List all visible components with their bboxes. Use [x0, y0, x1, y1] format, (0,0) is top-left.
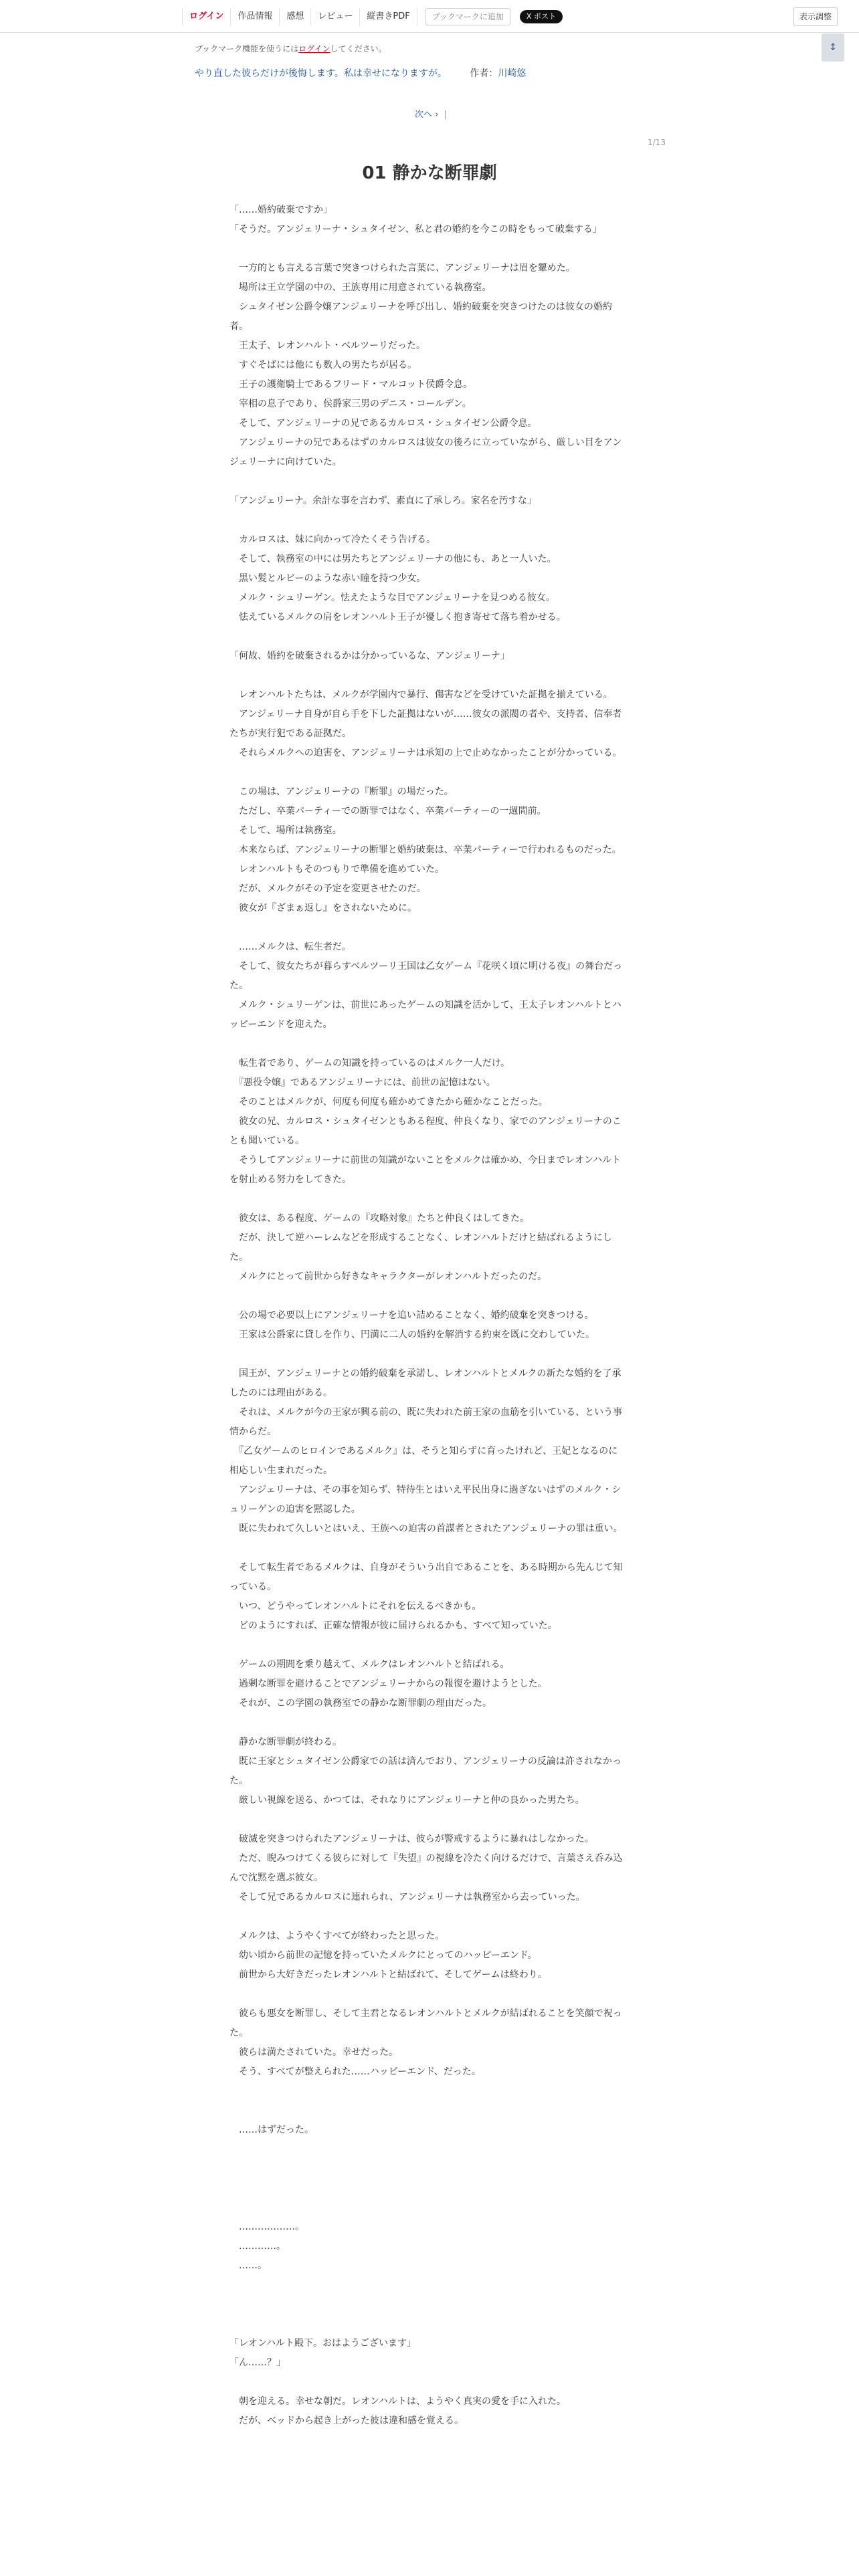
paragraph: ……。 [229, 2260, 267, 2271]
paragraph: 既に失われて久しいとはいえ、王族への迫害の首謀者とされたアンジェリーナの罪は重い。 [229, 1523, 623, 1534]
paragraph: 『悪役令嬢』であるアンジェリーナには、前世の記憶はない。 [229, 1077, 496, 1088]
paragraph: そして、アンジェリーナの兄であるカルロス・シュタイゼン公爵令息。 [229, 418, 537, 429]
paragraph: そして、彼女たちが暮らすベルツーリ王国は乙女ゲーム『花咲く頃に明ける夜』の舞台だった。 [229, 961, 623, 991]
paragraph: 宰相の息子であり、侯爵家三男のデニス・コールデン。 [229, 399, 472, 409]
blank-line [229, 763, 624, 782]
paragraph: そうしてアンジェリーナに前世の知識がないことをメルクは確かめ、今日までレオンハルトを射止める努力をしてきた。 [229, 1155, 621, 1185]
blank-line [229, 2140, 624, 2159]
paragraph: 「アンジェリーナ。余計な事を言わず、素直に了承しろ。家名を汚すな」 [229, 496, 537, 506]
paragraph: 幼い頃から前世の記憶を持っていたメルクにとってのハッピーエンド。 [229, 1950, 537, 1961]
paragraph: そして転生者であるメルクは、自身がそういう出自であることを、ある時期から先んじて知っている。 [229, 1562, 623, 1592]
paragraph: いつ、どうやってレオンハルトにそれを伝えるべきかも。 [229, 1601, 482, 1612]
paragraph: 「何故、婚約を破棄されるかは分かっているな、アンジェリーナ」 [229, 651, 510, 661]
add-bookmark-button[interactable]: ブックマークに追加 [425, 8, 510, 25]
paragraph: ……メルクは、転生者だ。 [229, 942, 351, 952]
paragraph: そして、執務室の中には男たちとアンジェリーナの他にも、あと一人いた。 [229, 554, 557, 564]
paragraph: メルク・シュリーゲン。怯えたような目でアンジェリーナを見つめる彼女。 [229, 593, 555, 603]
paragraph: すぐそばには他にも数人の男たちが居る。 [229, 360, 417, 370]
paragraph: 厳しい視線を送る、かつては、それなりにアンジェリーナと仲の良かった男たち。 [229, 1795, 585, 1806]
notice-suffix: してください。 [330, 44, 387, 53]
display-settings-button[interactable]: 表示調整 [793, 7, 838, 26]
author-link[interactable]: 川崎悠 [498, 68, 527, 79]
paragraph: アンジェリーナ自身が自ら手を下した証拠はないが……彼女の派閥の者や、支持者、信奉者たちが実行犯である証拠だ。 [229, 709, 622, 739]
blank-line [229, 239, 624, 259]
paragraph: 公の場で必要以上にアンジェリーナを追い詰めることなく、婚約破棄を突きつける。 [229, 1310, 594, 1321]
blank-line [229, 2159, 624, 2179]
nav-review[interactable]: レビュー [311, 8, 360, 25]
paragraph: メルクにとって前世から好きなキャラクターがレオンハルトだったのだ。 [229, 1271, 547, 1282]
scroll-toggle-button[interactable] [822, 33, 844, 62]
paragraph: …………。 [229, 2241, 286, 2252]
paragraph: 場所は王立学園の中の、王族専用に用意されている執務室。 [229, 282, 492, 293]
paragraph: 彼女は、ある程度、ゲームの『攻略対象』たちと仲良くはしてきた。 [229, 1213, 529, 1224]
novel-body [229, 201, 624, 2431]
page-counter: 1/13 [648, 138, 666, 147]
blank-line [229, 1345, 624, 1364]
blank-line [229, 1190, 624, 1209]
blank-line [229, 1907, 624, 1927]
x-post-button[interactable]: X ポスト [520, 10, 563, 23]
paragraph: 国王が、アンジェリーナとの婚約破棄を承諾し、レオンハルトとメルクの新たな婚約を了承したのには理由がある。 [229, 1368, 622, 1398]
blank-line [229, 1810, 624, 1830]
work-title-link[interactable]: やり直した彼らだけが後悔します。私は幸せになりますが。 [195, 68, 447, 79]
paragraph: 本来ならば、アンジェリーナの断罪と婚約破棄は、卒業パーティーで行われるものだった。 [229, 845, 622, 855]
paragraph: 「そうだ。アンジェリーナ・シュタイゼン、私と君の婚約を今この時をもって破棄する」 [229, 224, 602, 235]
paragraph: 「……婚約破棄ですか」 [229, 205, 332, 215]
header-nav [182, 8, 563, 25]
paragraph: 王子の護衛騎士であるフリード・マルコット侯爵令息。 [229, 379, 473, 390]
login-link[interactable]: ログイン [182, 8, 231, 25]
nav-vertical-pdf[interactable]: 縦書きPDF [360, 8, 417, 25]
paragraph: 前世から大好きだったレオンハルトと結ばれて、そしてゲームは終わり。 [229, 1969, 547, 1980]
paragraph: だが、決して逆ハーレムなどを形成することなく、レオンハルトだけと結ばれるようにした。 [229, 1232, 612, 1263]
paragraph: ………………。 [229, 2222, 304, 2232]
paragraph: 彼らは満たされていた。幸せだった。 [229, 2047, 398, 2058]
paragraph: 彼女が『ざまぁ返し』をされないために。 [229, 903, 417, 914]
blank-line [229, 1035, 624, 1054]
pager-nav [415, 107, 447, 120]
paragraph: アンジェリーナの兄であるはずのカルロスは彼女の後ろに立っていながら、厳しい目をアンジェリーナに向けていた。 [229, 437, 622, 467]
paragraph: ……はずだった。 [229, 2125, 314, 2135]
paragraph: 一方的とも言える言葉で突きつけられた言葉に、アンジェリーナは眉を顰めた。 [229, 263, 575, 274]
blank-line [229, 2295, 624, 2315]
blank-line [229, 918, 624, 938]
paragraph: それらメルクへの迫害を、アンジェリーナは承知の上で止めなかったことが分かっている。 [229, 748, 622, 758]
paragraph: ゲームの期間を乗り越えて、メルクはレオンハルトと結ばれる。 [229, 1659, 510, 1670]
paragraph: 転生者であり、ゲームの知識を持っているのはメルク一人だけ。 [229, 1058, 510, 1069]
blank-line [229, 627, 624, 647]
paragraph: 過剰な断罪を避けることでアンジェリーナからの報復を避けようとした。 [229, 1679, 547, 1689]
blank-line [229, 1636, 624, 1655]
blank-line [229, 2179, 624, 2198]
blank-line [229, 2101, 624, 2121]
blank-line [229, 1985, 624, 2004]
paragraph: そして兄であるカルロスに連れられ、アンジェリーナは執務室から去っていった。 [229, 1892, 585, 1903]
work-title-line [195, 66, 526, 80]
blank-line [229, 1713, 624, 1733]
notice-prefix: ブックマーク機能を使うには [195, 44, 299, 53]
paragraph: そう、すべてが整えられた……ハッピーエンド、だった。 [229, 2066, 481, 2077]
paragraph: メルクは、ようやくすべてが終わったと思った。 [229, 1931, 445, 1941]
next-page-link[interactable]: 次へ › [415, 110, 439, 120]
blank-line [229, 472, 624, 492]
nav-work-info[interactable]: 作品情報 [231, 8, 280, 25]
paragraph: 破滅を突きつけられたアンジェリーナは、彼らが警戒するように暴れはしなかった。 [229, 1834, 594, 1844]
paragraph: アンジェリーナは、その事を知らず、特待生とはいえ平民出身に過ぎないはずのメルク・シュリーゲンの迫害を黙認した。 [229, 1485, 622, 1515]
blank-line [229, 666, 624, 685]
blank-line [229, 1287, 624, 1306]
paragraph: 既に王家とシュタイゼン公爵家での話は済んでおり、アンジェリーナの反論は許されなかった。 [229, 1756, 622, 1786]
pager-separator: | [444, 110, 447, 120]
nav-impressions[interactable]: 感想 [280, 8, 311, 25]
paragraph: ただ、睨みつけてくる彼らに対して『失望』の視線を冷たく向けるだけで、言葉さえ呑み込んで沈黙を選ぶ彼女。 [229, 1853, 623, 1883]
paragraph: 「レオンハルト殿下。おはようございます」 [229, 2338, 417, 2349]
paragraph: レオンハルトもそのつもりで準備を進めていた。 [229, 864, 445, 875]
paragraph: それは、メルクが今の王家が興る前の、既に失われた前王家の血筋を引いている、という事情からだ。 [229, 1407, 623, 1437]
paragraph: レオンハルトたちは、メルクが学園内で暴行、傷害などを受けていた証拠を揃えている。 [229, 689, 613, 700]
top-navigation-bar [0, 0, 859, 33]
blank-line [229, 2373, 624, 2392]
scroll-arrows-icon: ↕ [829, 42, 837, 53]
blank-line [229, 2276, 624, 2295]
paragraph: 王太子、レオンハルト・ベルツーリだった。 [229, 340, 426, 351]
chapter-title: 01 静かな断罪劇 [362, 163, 497, 183]
paragraph: そして、場所は執務室。 [229, 825, 342, 836]
blank-line [229, 511, 624, 530]
paragraph: この場は、アンジェリーナの『断罪』の場だった。 [229, 786, 454, 797]
blank-line [229, 2082, 624, 2101]
paragraph: それが、この学園の執務室での静かな断罪劇の理由だった。 [229, 1698, 492, 1709]
paragraph: 「ん……？」 [229, 2357, 286, 2368]
blank-line [229, 1539, 624, 1558]
blank-line [229, 2198, 624, 2218]
paragraph: どのようにすれば、正確な情報が彼に届けられるかも、すべて知っていた。 [229, 1620, 557, 1631]
paragraph: だが、メルクがその予定を変更させたのだ。 [229, 883, 426, 894]
bookmark-login-notice [195, 43, 387, 54]
paragraph: ただし、卒業パーティーでの断罪ではなく、卒業パーティーの一週間前。 [229, 806, 547, 817]
paragraph: 『乙女ゲームのヒロインであるメルク』は、そうと知らずに育ったけれど、王妃となるのに相応しい生まれだった。 [229, 1446, 618, 1476]
paragraph: 朝を迎える。幸せな朝だ。レオンハルトは、ようやく真実の愛を手に入れた。 [229, 2396, 567, 2407]
paragraph: シュタイゼン公爵令嬢アンジェリーナを呼び出し、婚約破棄を突きつけたのは彼女の婚約者。 [229, 302, 612, 332]
paragraph: 王家は公爵家に貸しを作り、円満に二人の婚約を解消する約束を既に交わしていた。 [229, 1329, 595, 1340]
paragraph: 彼らも悪女を断罪し、そして主君となるレオンハルトとメルクが結ばれることを笑顔で祝った。 [229, 2008, 622, 2038]
paragraph: 黒い髪とルビーのような赤い瞳を持つ少女。 [229, 573, 426, 584]
paragraph: カルロスは、妹に向かって冷たくそう告げる。 [229, 534, 436, 545]
paragraph: メルク・シュリーゲンは、前世にあったゲームの知識を活かして、王太子レオンハルトとハッピーエンドを迎えた。 [229, 1000, 622, 1030]
paragraph: 彼女の兄、カルロス・シュタイゼンともある程度、仲良くなり、家でのアンジェリーナのことも聞いている。 [229, 1116, 622, 1146]
paragraph: 怯えているメルクの肩をレオンハルト王子が優しく抱き寄せて落ち着かせる。 [229, 612, 566, 623]
paragraph: だが、ベッドから起き上がった彼は違和感を覚える。 [229, 2416, 464, 2426]
paragraph: 静かな断罪劇が終わる。 [229, 1737, 342, 1747]
author-label: 作者： [470, 68, 498, 79]
paragraph: そのことはメルクが、何度も何度も確かめてきたから確かなことだった。 [229, 1097, 548, 1107]
notice-login-link[interactable]: ログイン [298, 44, 330, 53]
blank-line [229, 2315, 624, 2334]
